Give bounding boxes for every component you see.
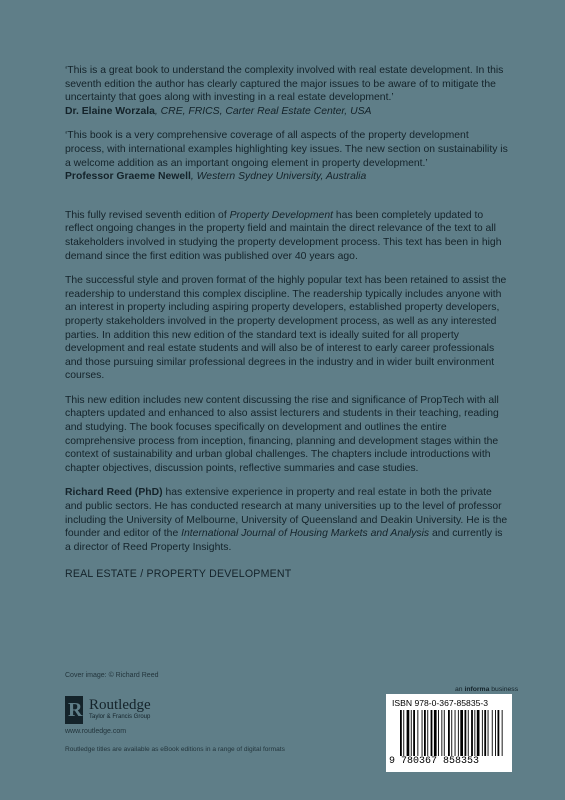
text: has extensive experience in property and real estate in both the private and public sectors. He has conducted research at many universities up to the level of professor including the University of Melbourne, University of Queensland and Deakin University. He is the founder and editor of the — [65, 487, 508, 540]
description-paragraph-2: The successful style and proven format of the highly popular text has been retained to assist the readership to understand this complex discipline. The readership typically includes anyone with an interest in property including aspiring property developers, established property developers, property stakeholders involved in the property development process, as well as any interested parties. In addition this new edition of the standard text is ideally suited for all property development and real estate students and will also be of interest to early career professionals and those pursuing similar professional degrees in the industry and in wider built environment courses. — [65, 275, 507, 382]
publisher-website: www.routledge.com — [65, 728, 127, 735]
quote-author: Professor Graeme Newell — [65, 171, 191, 183]
quote-text: ‘This book is a very comprehensive coverage of all aspects of the property development process, with international examples highlighting key issues. The new section on sustainability is a welcome addition as an important ongoing element in property development.’ — [65, 130, 508, 169]
review-quote-1 — [65, 64, 509, 118]
isbn-number: ISBN 978-0-367-85835-3 — [392, 698, 489, 708]
cover-image-credit: Cover image: © Richard Reed — [65, 672, 159, 679]
description-paragraph-1 — [65, 209, 509, 263]
subject-category: REAL ESTATE / PROPERTY DEVELOPMENT — [65, 568, 292, 581]
author-name: Richard Reed (PhD) — [65, 487, 163, 499]
quote-author: Dr. Elaine Worzala — [65, 105, 155, 117]
journal-title: International Journal of Housing Markets and Analysis — [181, 528, 430, 540]
text: This fully revised seventh edition of — [65, 209, 230, 221]
quote-text: ‘This is a great book to understand the complexity involved with real estate development. In this seventh edition the author has clearly captured the major issues to be aware of to mitigate the uncertainty that goes along with investing in a real estate development.’ — [65, 65, 504, 104]
ebook-note: Routledge titles are available as eBook editions in a range of digital formats — [65, 746, 285, 753]
review-quote-2 — [65, 129, 509, 183]
informa-business-label — [455, 686, 518, 693]
routledge-logo-icon — [65, 696, 83, 724]
barcode-icon — [400, 710, 508, 756]
description-paragraph-3: This new edition includes new content discussing the rise and significance of PropTech with all chapters updated and enhanced to also assist lecturers and students in their teaching, reading and studying. The book focuses specifically on development and outlines the entire comprehensive process from inception, financing, planning and development stages within the context of sustainability and urban global challenges. The chapters include introductions with chapter objectives, discussion points, reflective summaries and case studies. — [65, 394, 499, 474]
informa-brand: informa — [464, 686, 490, 693]
author-bio — [65, 486, 509, 554]
publisher-logo — [65, 696, 205, 724]
quote-attribution — [65, 171, 366, 182]
quote-affiliation: , Western Sydney University, Australia — [190, 171, 367, 183]
text: an — [455, 686, 465, 693]
quote-attribution — [65, 106, 371, 117]
book-title: Property Development — [229, 209, 333, 221]
barcode-digits: 9 780367 858353 — [389, 756, 480, 767]
cover-text — [65, 64, 509, 580]
publisher-group: Taylor & Francis Group — [89, 714, 151, 720]
publisher-name: Routledge — [89, 697, 151, 713]
text: has been completely updated to reflect ongoing changes in the property field and maintain the direct relevance of the text to all stakeholders involved in studying the property development process. This text has been in high demand since the first edition was published over 40 years ago. — [65, 209, 502, 262]
text: business — [489, 686, 519, 693]
logo-letter: R — [68, 699, 83, 721]
quote-affiliation: , CRE, FRICS, Carter Real Estate Center, USA — [154, 105, 372, 117]
text: and currently is a director of Reed Property Insights. — [65, 528, 503, 553]
barcode-panel — [386, 694, 512, 772]
